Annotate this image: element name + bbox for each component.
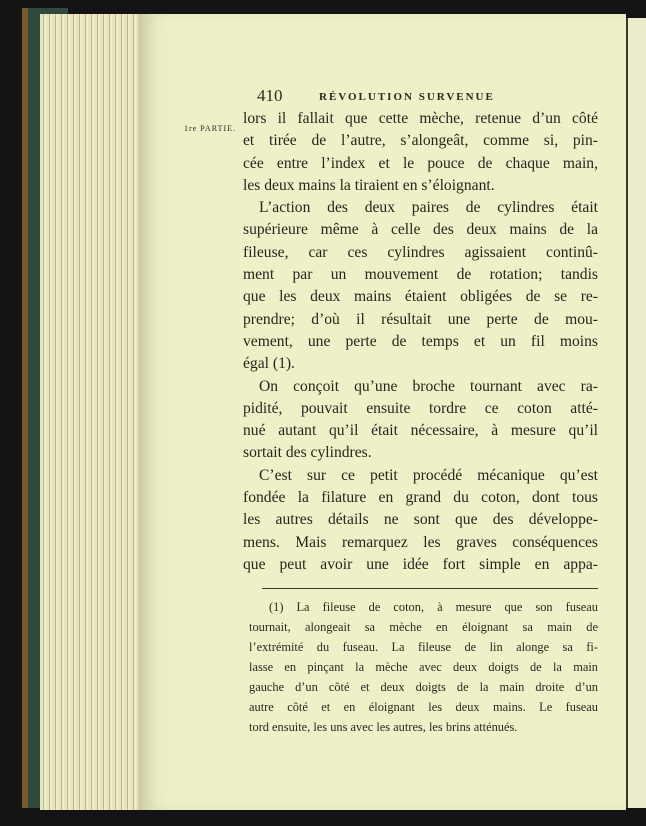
margin-note: 1re PARTIE. (184, 124, 236, 133)
running-header (257, 86, 517, 108)
footnote-line: tord ensuite, les uns avec les autres, les brins atténués. (249, 720, 518, 735)
text-line: que les deux mains étaient obligées de se re- (243, 288, 598, 306)
body-text (243, 108, 598, 576)
text-line: égal (1). (243, 355, 295, 373)
text-column (243, 108, 598, 737)
text-line: On conçoit qu’une broche tournant avec ra- (259, 377, 598, 395)
text-line: que peut avoir une idée fort simple en appa- (243, 555, 598, 573)
footnote-line: lasse en pinçant la mèche avec deux doigts de la main (249, 660, 598, 675)
text-line: les autres détails ne sont que des développe- (243, 511, 598, 529)
facing-page-edge (626, 18, 646, 808)
text-line: vement, une perte de temps et un fil moins (243, 332, 598, 350)
footnote (249, 597, 598, 737)
text-line: C’est sur ce petit procédé mécanique qu’est (259, 466, 598, 484)
text-line: fondée la filature en grand du coton, dont tous (243, 489, 598, 507)
footnote-line: autre côté et en éloignant les deux mains. Le fuseau (249, 700, 598, 715)
page-edges (40, 14, 141, 810)
text-line: lors il fallait que cette mèche, retenue d’un côté (243, 110, 598, 127)
text-line: fileuse, car ces cylindres agissaient continû- (243, 243, 598, 261)
page-number: 410 (257, 86, 283, 105)
footnote-line: (1) La fileuse de coton, à mesure que son fuseau (269, 600, 598, 615)
footnote-line: l’extrémité du fuseau. La fileuse de lin alonge sa fi- (249, 640, 598, 655)
text-line: et tirée de l’autre, s’alongeât, comme si, pin- (243, 132, 598, 150)
text-line: les deux mains la tiraient en s’éloignant. (243, 176, 495, 194)
text-line: L’action des deux paires de cylindres était (259, 199, 598, 217)
text-line: nué autant qu’il était nécessaire, à mesure qu’il (243, 422, 598, 440)
text-line: supérieure même à celle des deux mains de la (243, 221, 598, 239)
text-line: sortait des cylindres. (243, 444, 372, 462)
footnote-line: gauche d’un côté et deux doigts de la main droite d’un (249, 680, 598, 695)
text-line: pidité, pouvait ensuite tordre ce coton atté- (243, 399, 598, 417)
text-line: prendre; d’où il résultait une perte de mou- (243, 310, 598, 328)
text-line: mens. Mais remarquez les graves conséquences (243, 533, 598, 551)
text-line: ment par un mouvement de rotation; tandis (243, 266, 598, 284)
footnote-rule (262, 588, 598, 589)
footnote-line: tournait, alongeait sa mèche en éloignant sa main de (249, 620, 598, 635)
text-line: cée entre l’index et le pouce de chaque main, (243, 154, 598, 172)
running-title: RÉVOLUTION SURVENUE (319, 91, 495, 103)
